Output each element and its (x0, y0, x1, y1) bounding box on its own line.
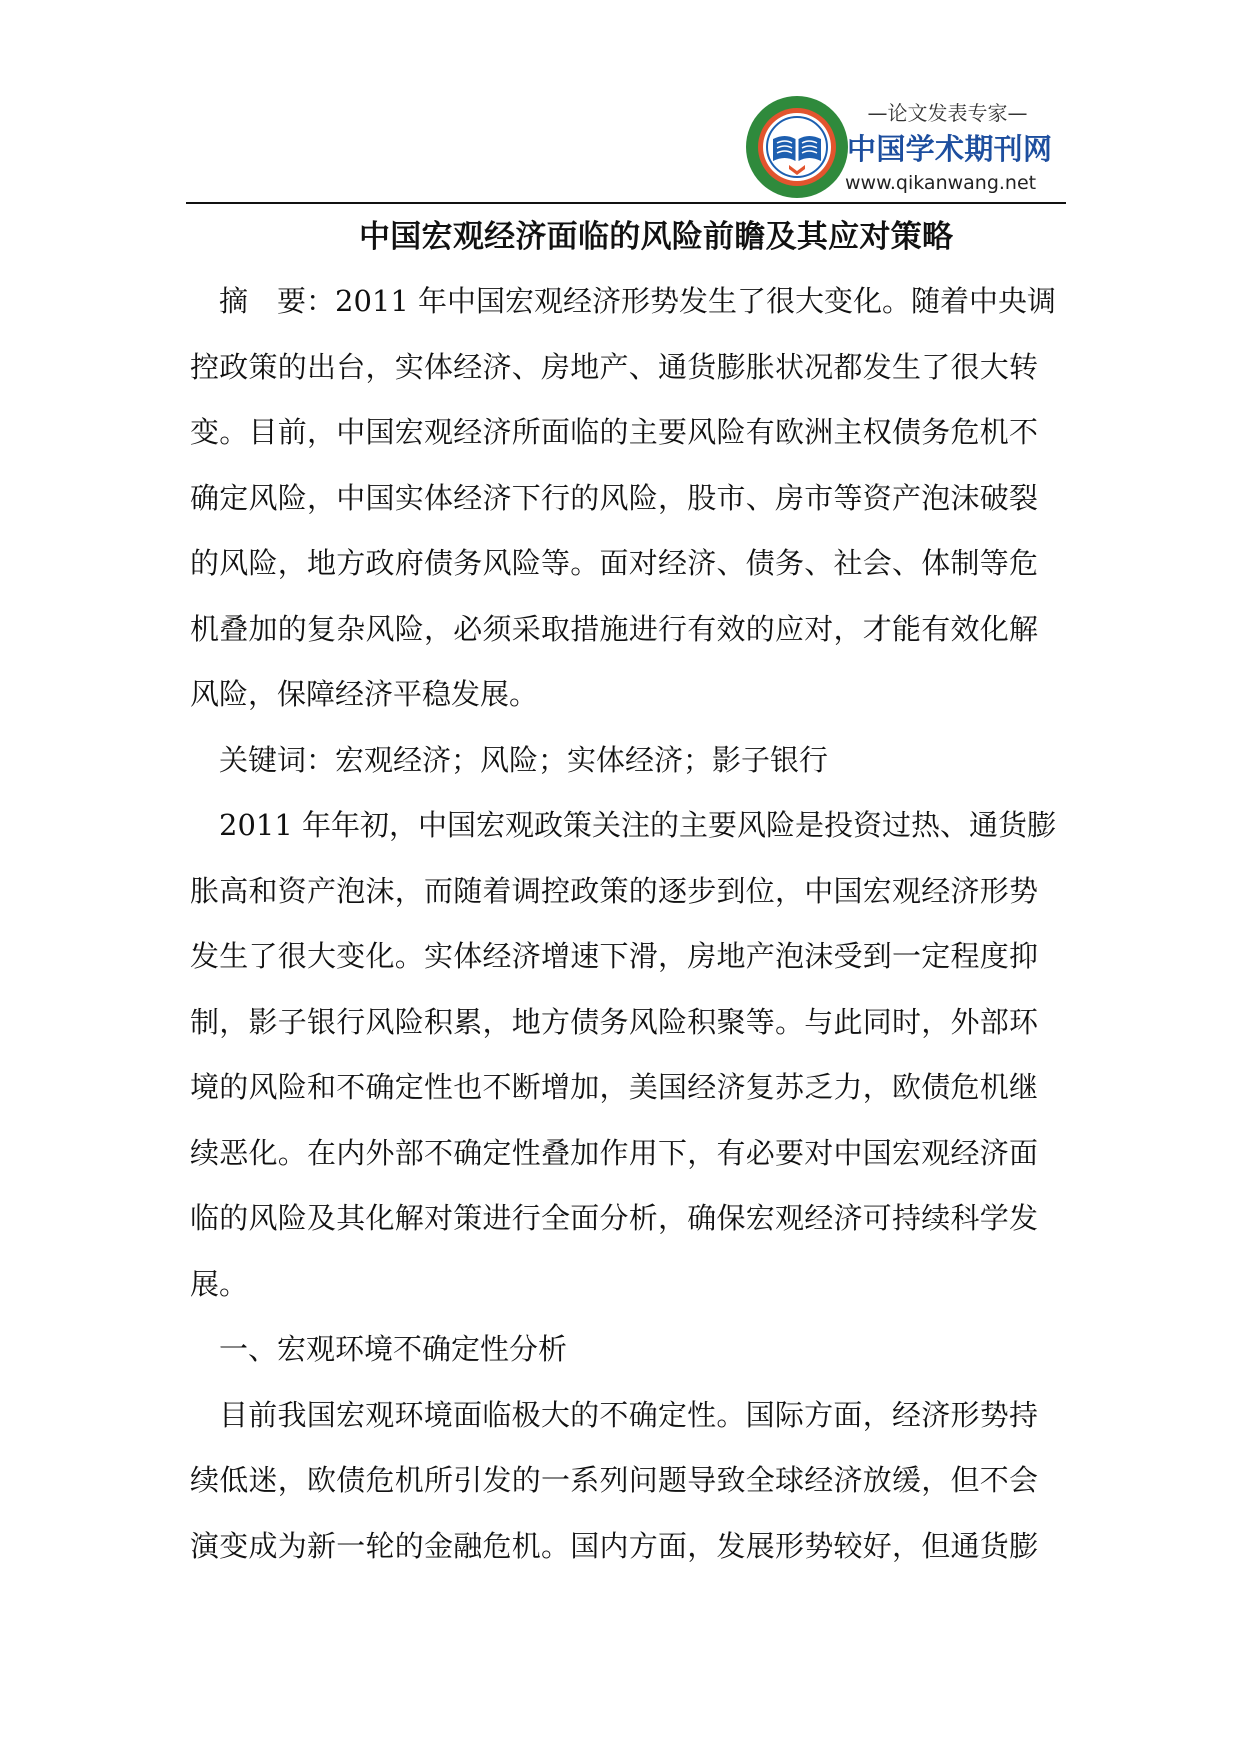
section-paragraph (190, 1383, 1038, 1580)
abstract-line: 摘 要：2011 年中国宏观经济形势发生了很大变化。随着中央调 (219, 284, 1057, 318)
abstract-line: 机叠加的复杂风险，必须采取措施进行有效的应对，才能有效化解 (190, 611, 1038, 646)
slogan-text: —论文发表专家— (867, 101, 1028, 125)
abstract-line: 确定风险，中国实体经济下行的风险，股市、房市等资产泡沫破裂 (190, 480, 1038, 515)
section-line: 目前我国宏观环境面临极大的不确定性。国际方面，经济形势持 (219, 1397, 1038, 1432)
brand-url: www.qikanwang.net (845, 172, 1037, 194)
intro-line: 制，影子银行风险积累，地方债务风险积聚等。与此同时，外部环 (190, 1004, 1038, 1039)
intro-line: 展。 (190, 1266, 249, 1301)
brand-name: 中国学术期刊网 (847, 132, 1052, 166)
keywords-line: 关键词：宏观经济；风险；实体经济；影子银行 (219, 742, 829, 777)
intro-line: 发生了很大变化。实体经济增速下滑，房地产泡沫受到一定程度抑 (190, 939, 1038, 973)
intro-paragraph (190, 793, 1057, 1317)
intro-line: 境的风险和不确定性也不断增加，美国经济复苏乏力，欧债危机继 (190, 1070, 1038, 1104)
abstract-paragraph (190, 269, 1057, 728)
section-line: 续低迷，欧债危机所引发的一系列问题导致全球经济放缓，但不会 (190, 1463, 1038, 1497)
header-divider (186, 202, 1066, 204)
abstract-line: 变。目前，中国宏观经济所面临的主要风险有欧洲主权债务危机不 (190, 415, 1038, 449)
abstract-line: 控政策的出台，实体经济、房地产、通货膨胀状况都发生了很大转 (190, 349, 1038, 384)
document-body (190, 269, 1057, 1579)
intro-line: 临的风险及其化解对策进行全面分析，确保宏观经济可持续科学发 (190, 1201, 1038, 1235)
intro-line: 续恶化。在内外部不确定性叠加作用下，有必要对中国宏观经济面 (190, 1135, 1038, 1170)
abstract-line: 的风险，地方政府债务风险等。面对经济、债务、社会、体制等危 (190, 546, 1038, 580)
document-title: 中国宏观经济面临的风险前瞻及其应对策略 (359, 219, 953, 255)
abstract-line: 风险，保障经济平稳发展。 (190, 677, 539, 711)
intro-line: 胀高和资产泡沫，而随着调控政策的逐步到位，中国宏观经济形势 (190, 873, 1038, 908)
intro-line: 2011 年年初，中国宏观政策关注的主要风险是投资过热、通货膨 (219, 808, 1057, 842)
seal-logo-icon (745, 95, 849, 199)
section-line: 演变成为新一轮的金融危机。国内方面，发展形势较好，但通货膨 (190, 1528, 1038, 1563)
section-heading: 一、宏观环境不确定性分析 (219, 1332, 568, 1366)
